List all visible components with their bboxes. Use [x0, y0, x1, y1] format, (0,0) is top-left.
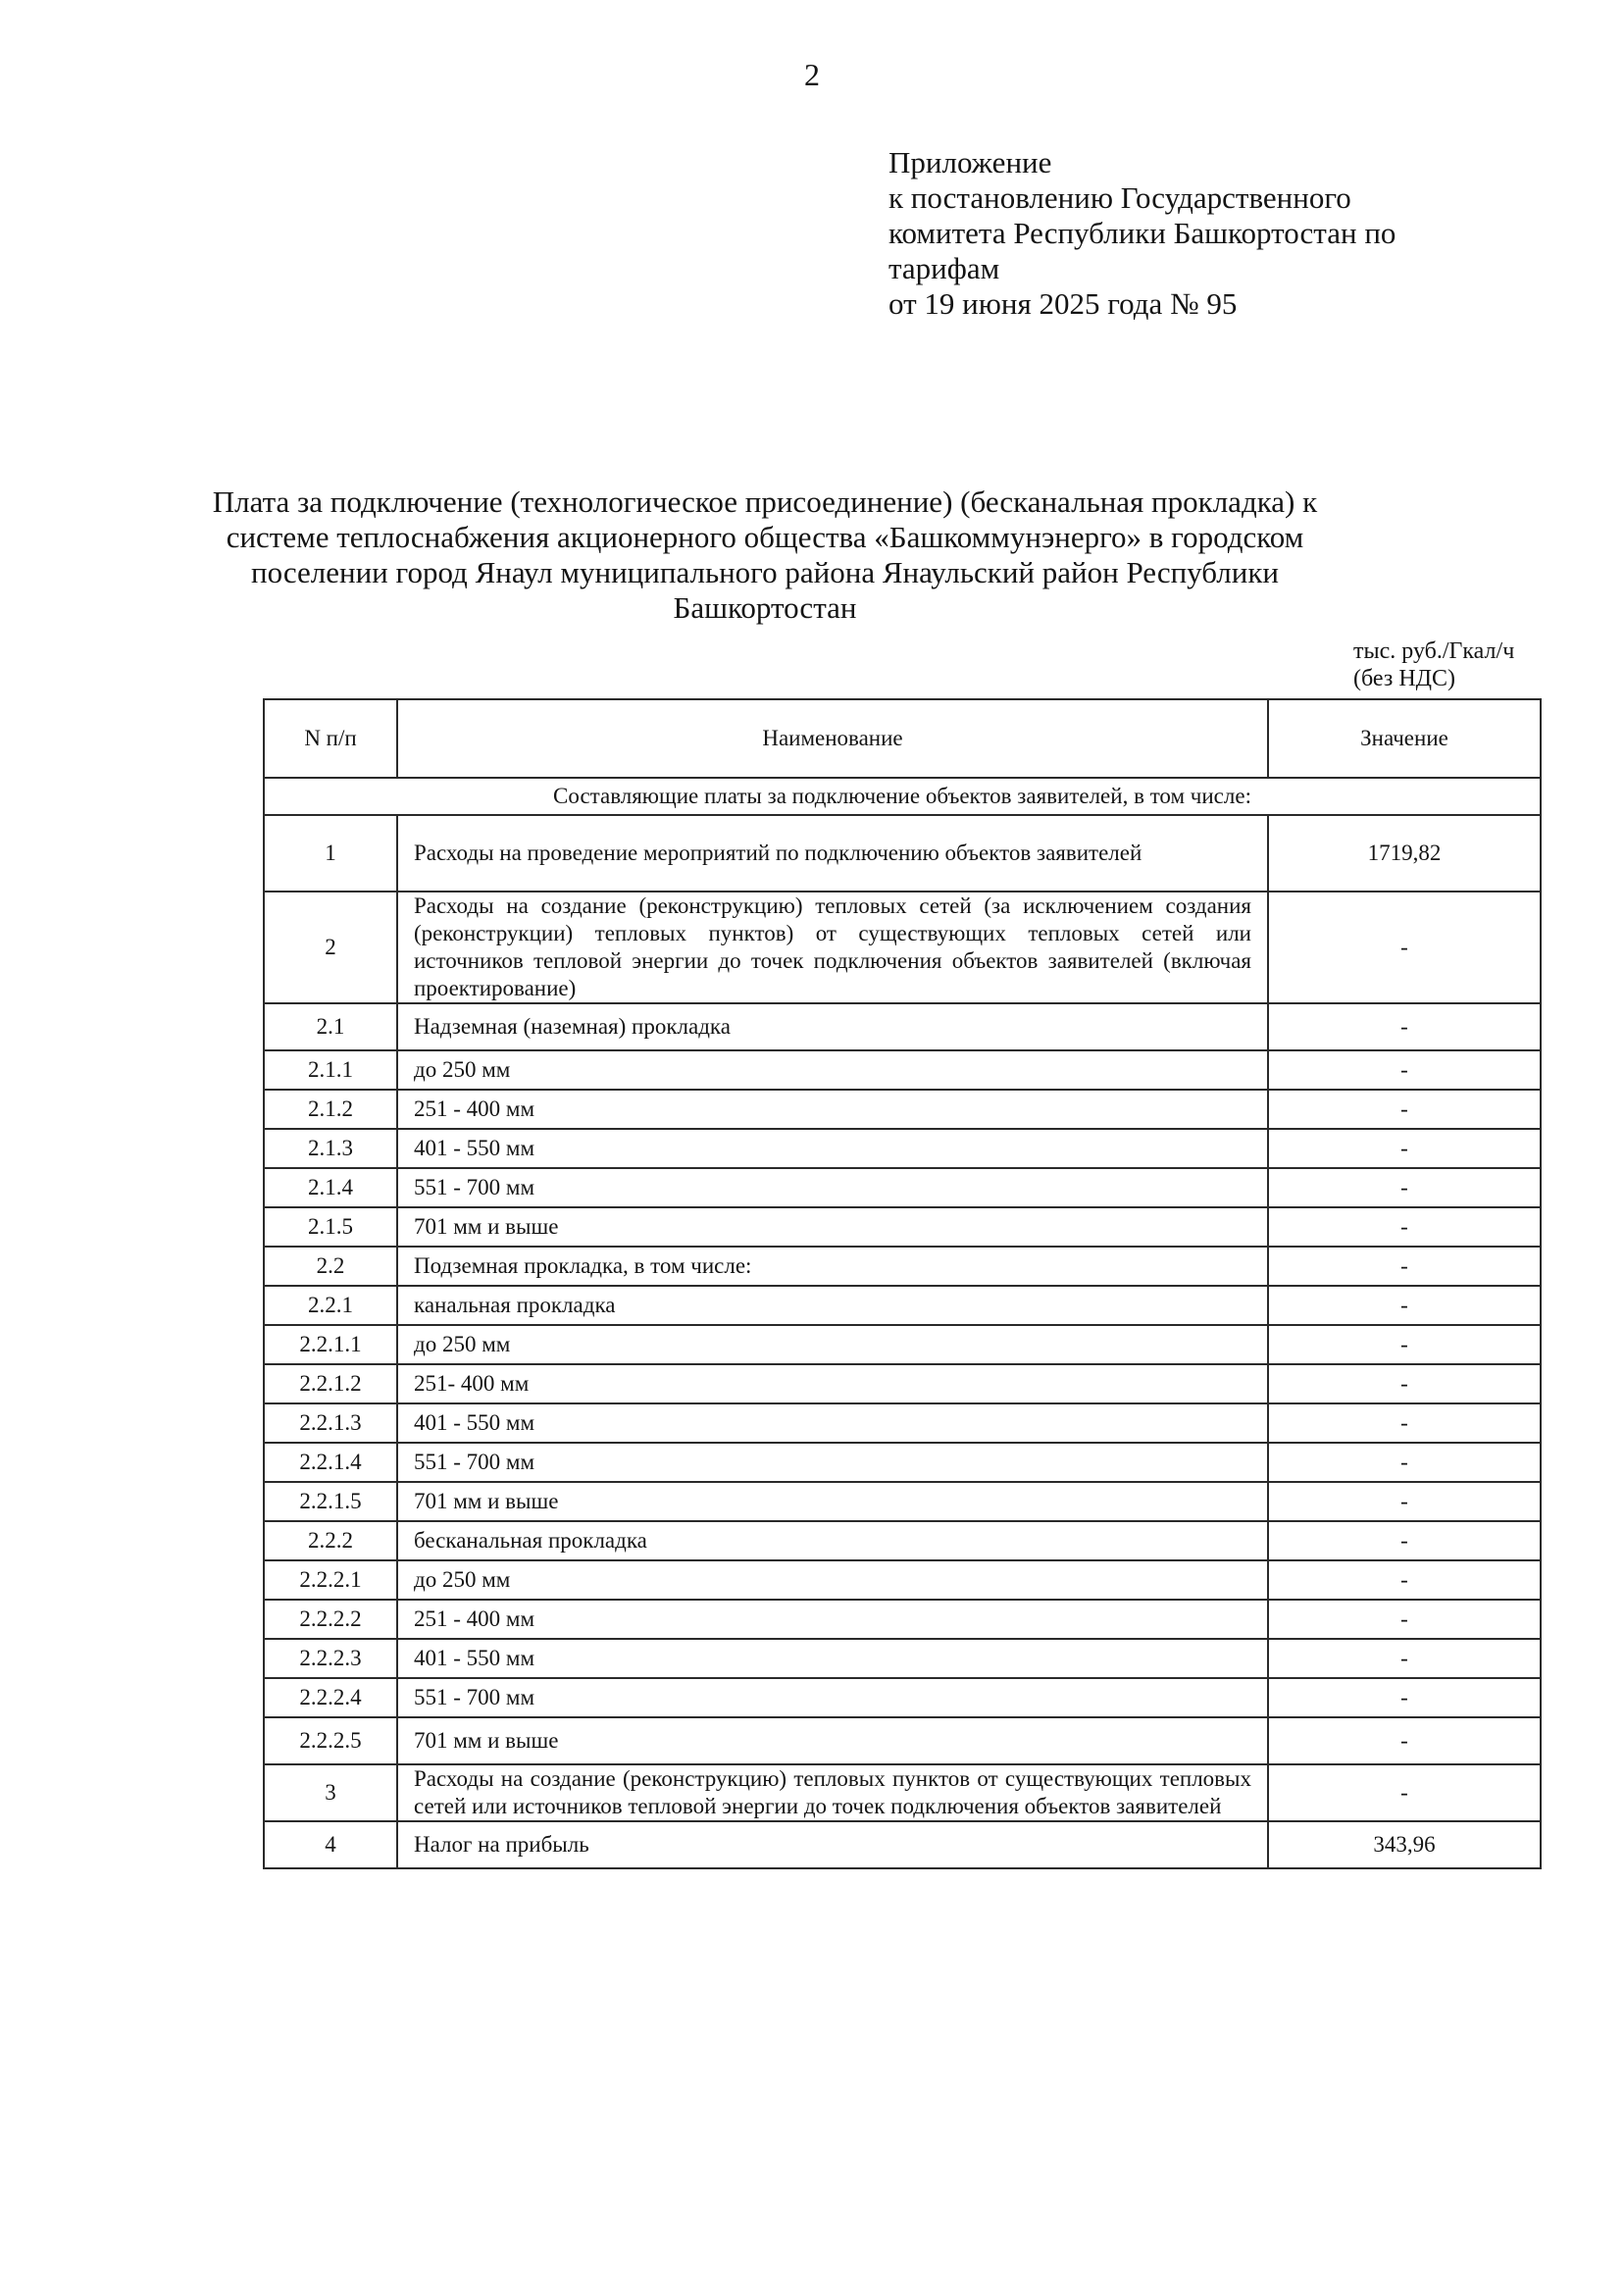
- row-num: 2.2.1.2: [264, 1364, 397, 1403]
- row-name: 401 - 550 мм: [397, 1129, 1268, 1168]
- row-num: 2.2.1.5: [264, 1482, 397, 1521]
- row-value: -: [1268, 1050, 1541, 1090]
- row-value: -: [1268, 1482, 1541, 1521]
- header-name: Наименование: [397, 699, 1268, 778]
- table-row: [264, 1129, 1541, 1168]
- row-value: -: [1268, 1364, 1541, 1403]
- units-line: (без НДС): [1353, 666, 1456, 691]
- row-name: 251 - 400 мм: [397, 1600, 1268, 1639]
- table-row: [264, 1325, 1541, 1364]
- row-value: -: [1268, 1403, 1541, 1443]
- row-num: 1: [264, 815, 397, 892]
- row-value: -: [1268, 1090, 1541, 1129]
- appendix-line: от 19 июня 2025 года № 95: [888, 286, 1238, 321]
- row-num: 2.2.1.3: [264, 1403, 397, 1443]
- row-num: 2.2.1: [264, 1286, 397, 1325]
- row-name: Расходы на проведение мероприятий по подключению объектов заявителей: [397, 815, 1268, 892]
- row-name: до 250 мм: [397, 1050, 1268, 1090]
- title-line: системе теплоснабжения акционерного общества «Башкоммунэнерго» в городском: [226, 520, 1304, 554]
- section-title: Составляющие платы за подключение объектов заявителей, в том числе:: [264, 778, 1541, 815]
- title-line: Башкортостан: [673, 590, 857, 625]
- table-row: [264, 1717, 1541, 1764]
- row-name: 701 мм и выше: [397, 1482, 1268, 1521]
- row-num: 2.1.4: [264, 1168, 397, 1207]
- appendix-line: Приложение: [888, 145, 1052, 179]
- table-row: [264, 1821, 1541, 1868]
- document-title: [196, 484, 1334, 626]
- title-line: поселении город Янаул муниципального района Янаульский район Республики: [251, 555, 1279, 589]
- row-name: до 250 мм: [397, 1560, 1268, 1600]
- row-value: -: [1268, 1325, 1541, 1364]
- table-header-row: [264, 699, 1541, 778]
- table-row: [264, 815, 1541, 892]
- row-name: 251- 400 мм: [397, 1364, 1268, 1403]
- row-num: 4: [264, 1821, 397, 1868]
- row-num: 2.2.2.4: [264, 1678, 397, 1717]
- table-row: [264, 1207, 1541, 1247]
- units-note: [1353, 637, 1514, 692]
- row-name: 701 мм и выше: [397, 1207, 1268, 1247]
- table-row: [264, 1600, 1541, 1639]
- row-num: 3: [264, 1764, 397, 1821]
- row-name: 551 - 700 мм: [397, 1678, 1268, 1717]
- table-row: [264, 1247, 1541, 1286]
- row-name: 251 - 400 мм: [397, 1090, 1268, 1129]
- header-num: N п/п: [264, 699, 397, 778]
- row-num: 2: [264, 892, 397, 1003]
- row-name: бесканальная прокладка: [397, 1521, 1268, 1560]
- row-num: 2.2.2.3: [264, 1639, 397, 1678]
- appendix-line: комитета Республики Башкортостан по: [888, 216, 1396, 250]
- header-value: Значение: [1268, 699, 1541, 778]
- table-row: [264, 1482, 1541, 1521]
- row-name: 401 - 550 мм: [397, 1639, 1268, 1678]
- row-num: 2.1: [264, 1003, 397, 1050]
- row-value: -: [1268, 1560, 1541, 1600]
- table-row: [264, 1443, 1541, 1482]
- row-num: 2.1.2: [264, 1090, 397, 1129]
- row-value: 343,96: [1268, 1821, 1541, 1868]
- row-value: -: [1268, 1678, 1541, 1717]
- row-name: Налог на прибыль: [397, 1821, 1268, 1868]
- row-num: 2.2.1.4: [264, 1443, 397, 1482]
- row-value: -: [1268, 1443, 1541, 1482]
- row-num: 2.2.2.5: [264, 1717, 397, 1764]
- row-name: 701 мм и выше: [397, 1717, 1268, 1764]
- row-name: канальная прокладка: [397, 1286, 1268, 1325]
- table-row: [264, 1168, 1541, 1207]
- row-value: -: [1268, 1286, 1541, 1325]
- row-num: 2.2.2.2: [264, 1600, 397, 1639]
- row-num: 2.1.3: [264, 1129, 397, 1168]
- table-row: [264, 892, 1541, 1003]
- table-row: [264, 1050, 1541, 1090]
- row-value: -: [1268, 1600, 1541, 1639]
- row-value: -: [1268, 1247, 1541, 1286]
- table-row: [264, 1764, 1541, 1821]
- row-value: -: [1268, 1003, 1541, 1050]
- row-value: -: [1268, 1717, 1541, 1764]
- row-value: -: [1268, 1639, 1541, 1678]
- row-value: 1719,82: [1268, 815, 1541, 892]
- title-line: Плата за подключение (технологическое присоединение) (бесканальная прокладка) к: [212, 484, 1318, 519]
- row-num: 2.2.2.1: [264, 1560, 397, 1600]
- table-row: [264, 1003, 1541, 1050]
- row-value: -: [1268, 1521, 1541, 1560]
- table-row: [264, 1364, 1541, 1403]
- appendix-line: к постановлению Государственного: [888, 180, 1351, 215]
- appendix-block: [888, 145, 1536, 322]
- row-num: 2.1.1: [264, 1050, 397, 1090]
- row-name: Подземная прокладка, в том числе:: [397, 1247, 1268, 1286]
- row-value: -: [1268, 1207, 1541, 1247]
- row-name: 551 - 700 мм: [397, 1168, 1268, 1207]
- table-row: [264, 1678, 1541, 1717]
- table-row: [264, 1521, 1541, 1560]
- row-name: Надземная (наземная) прокладка: [397, 1003, 1268, 1050]
- row-name: 551 - 700 мм: [397, 1443, 1268, 1482]
- table-row: [264, 1286, 1541, 1325]
- table-row: [264, 1403, 1541, 1443]
- tariff-table: [263, 698, 1542, 1869]
- section-row: [264, 778, 1541, 815]
- units-line: тыс. руб./Гкал/ч: [1353, 638, 1515, 664]
- row-num: 2.2.1.1: [264, 1325, 397, 1364]
- row-name: до 250 мм: [397, 1325, 1268, 1364]
- table-row: [264, 1560, 1541, 1600]
- row-value: -: [1268, 892, 1541, 1003]
- table-row: [264, 1639, 1541, 1678]
- row-value: -: [1268, 1129, 1541, 1168]
- row-value: -: [1268, 1764, 1541, 1821]
- page-number: 2: [804, 57, 820, 92]
- row-name: Расходы на создание (реконструкцию) тепловых сетей (за исключением создания (реконструкции) тепловых пунктов) от существующих тепловых сетей или источников тепловой энергии до точек подключения объектов заявителей (включая проектирование): [397, 892, 1268, 1003]
- appendix-line: тарифам: [888, 251, 1000, 285]
- row-name: Расходы на создание (реконструкцию) тепловых пунктов от существующих тепловых сетей или источников тепловой энергии до точек подключения объектов заявителей: [397, 1764, 1268, 1821]
- row-num: 2.2.2: [264, 1521, 397, 1560]
- table-row: [264, 1090, 1541, 1129]
- row-num: 2.2: [264, 1247, 397, 1286]
- row-num: 2.1.5: [264, 1207, 397, 1247]
- row-value: -: [1268, 1168, 1541, 1207]
- row-name: 401 - 550 мм: [397, 1403, 1268, 1443]
